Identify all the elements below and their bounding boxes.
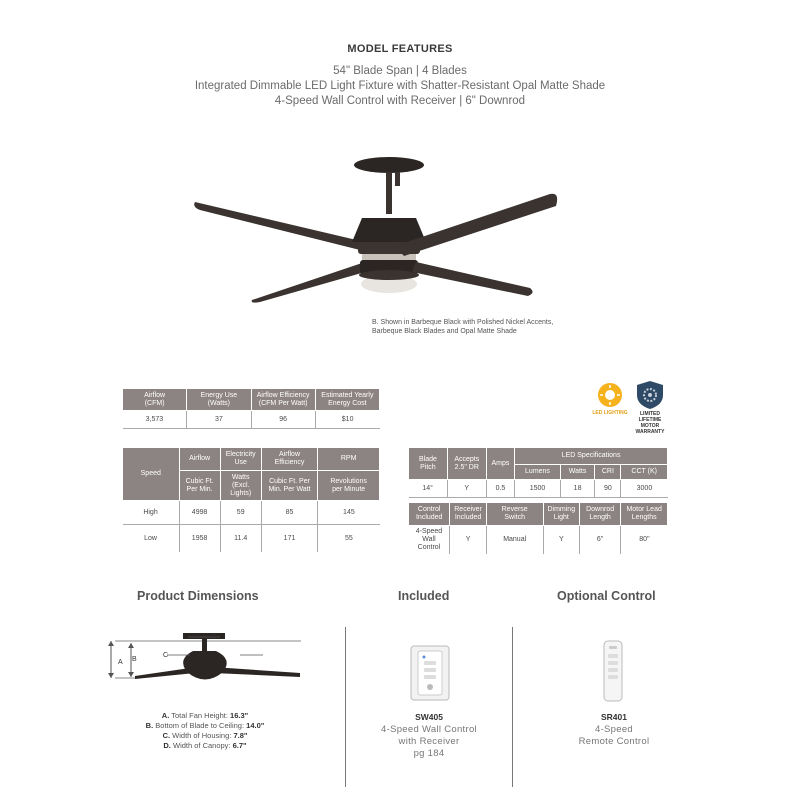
spec-cell: Y (447, 480, 486, 498)
header-downrod-length: Downrod Length (579, 503, 620, 526)
warranty-shield-icon (636, 380, 664, 410)
optional-desc-line: 4-Speed (594, 724, 634, 735)
column-divider (345, 627, 346, 787)
dim-key: C. (162, 731, 171, 740)
subheader-lumens: Lumens (515, 465, 561, 480)
table-row (409, 480, 668, 498)
header-amps: Amps (486, 448, 514, 480)
included-desc-line: pg 184 (413, 748, 445, 759)
speed-cell: 59 (220, 501, 261, 525)
subheader-watts: Watts (560, 465, 595, 480)
header-led-specifications: LED Specifications (515, 448, 668, 465)
control-cell: Manual (486, 526, 543, 554)
included-desc-line: 4-Speed Wall Control (381, 724, 477, 735)
header-yearly-cost (315, 389, 379, 411)
dimension-item-c (100, 731, 310, 741)
subheader-revolutions: Revolutions per Minute (318, 471, 380, 501)
feature-line-3: 4-Speed Wall Control with Receiver | 6" Downrod (274, 95, 526, 107)
label-a: A (118, 659, 123, 666)
header-dimming-light: Dimming Light (543, 503, 579, 526)
dim-value: 16.3" (230, 711, 249, 720)
subheader-cct: CCT (K) (621, 465, 668, 480)
header-control-included: Control Included (409, 503, 450, 526)
warranty-line: WARRANTY (635, 429, 665, 435)
speed-cell: 85 (261, 501, 318, 525)
speed-cell: 11.4 (220, 525, 261, 552)
header-reverse-switch: Reverse Switch (486, 503, 543, 526)
spec-cell: 3000 (621, 480, 668, 498)
header-speed: Speed (123, 448, 180, 501)
cell-text: Airflow (CFM) (144, 391, 166, 407)
spec-cell: 1500 (515, 480, 561, 498)
spec-cell: 18 (560, 480, 595, 498)
dim-key: A. (161, 711, 170, 720)
summary-cell: 3,573 (123, 411, 187, 429)
warranty-label (628, 411, 672, 435)
header-airflow-cfm (123, 389, 187, 411)
dimension-item-b (100, 721, 310, 731)
dimension-item-a (100, 711, 310, 721)
summary-cell: 37 (187, 411, 251, 429)
speed-cell: 1958 (179, 525, 220, 552)
dim-label: Width of Housing: (172, 731, 232, 740)
led-lighting-icon (597, 382, 623, 408)
included-description (348, 724, 510, 760)
image-caption (372, 318, 553, 336)
header-rpm: RPM (318, 448, 380, 471)
cell-text: Energy Use (Watts) (200, 391, 238, 407)
dim-value: 7.8" (233, 731, 248, 740)
optional-desc-line: Remote Control (578, 736, 650, 747)
control-cell: 4-Speed Wall Control (409, 526, 450, 554)
energy-summary-table (122, 388, 380, 429)
section-product-dimensions: Product Dimensions (137, 589, 259, 603)
speed-cell: Low (123, 525, 180, 552)
caption-line-1: B. Shown in Barbeque Black with Polished Nickel Accents, (372, 319, 554, 326)
optional-model: SR401 (601, 712, 627, 722)
dimension-item-d (100, 741, 310, 751)
header-airflow: Airflow (179, 448, 220, 471)
warranty-line: LIFETIME (638, 417, 662, 423)
feature-line-1: 54" Blade Span | 4 Blades (333, 65, 467, 77)
speed-cell: 55 (344, 534, 353, 542)
spec-cell: 14° (409, 480, 448, 498)
header-receiver-included: Receiver Included (450, 503, 486, 526)
speed-cell: 4998 (179, 501, 220, 525)
warranty-line: LIMITED (640, 411, 660, 417)
dim-label: Bottom of Blade to Ceiling: (155, 721, 245, 730)
summary-cell: 96 (251, 411, 315, 429)
dim-label: Width of Canopy: (172, 741, 231, 750)
table-row (123, 501, 380, 525)
speed-cell: 171 (261, 525, 318, 552)
control-spec-table (408, 502, 668, 554)
control-cell: 80" (639, 536, 650, 544)
page-title: MODEL FEATURES (347, 43, 453, 55)
header-motor-lead: Motor Lead Lengths (621, 503, 668, 526)
header-blade-pitch: Blade Pitch (409, 448, 448, 480)
caption-line-2: Barbeque Black Blades and Opal Matte Shade (372, 328, 517, 335)
speed-cell: 145 (318, 501, 380, 525)
optional-description (534, 724, 694, 748)
led-spec-table (408, 447, 668, 498)
control-cell: Y (543, 526, 579, 554)
feature-line-2: Integrated Dimmable LED Light Fixture with Shatter-Resistant Opal Matte Shade (194, 80, 606, 92)
remote-control-image (602, 640, 624, 702)
section-included: Included (398, 589, 450, 603)
subheader-cfm-per-watt: Cubic Ft. Per Min. Per Watt (261, 471, 318, 501)
included-model: SW405 (415, 712, 443, 722)
warranty-line: MOTOR (640, 423, 660, 429)
ceiling-fan-image (190, 150, 570, 305)
cell-text: Estimated Yearly Energy Cost (321, 391, 374, 407)
dim-value: 14.0" (246, 721, 265, 730)
dim-value: 6.7" (232, 741, 247, 750)
cell-text: Airflow Efficiency (CFM Per Watt) (256, 391, 310, 407)
section-optional-control: Optional Control (557, 589, 656, 603)
header-energy-use (187, 389, 251, 411)
table-row (123, 525, 380, 552)
label-d: D (212, 634, 218, 641)
speed-performance-table (122, 447, 380, 552)
summary-cell: $10 (315, 411, 379, 429)
dimension-list (100, 711, 310, 751)
label-b: B (132, 656, 137, 663)
header-efficiency: Airflow Efficiency (261, 448, 318, 471)
column-divider (512, 627, 513, 787)
wall-control-image (410, 645, 450, 701)
subheader-cfm: Cubic Ft. Per Min. (179, 471, 220, 501)
subheader-watts: Watts (Excl. Lights) (220, 471, 261, 501)
spec-cell: 90 (595, 480, 621, 498)
label-c: C (163, 652, 169, 659)
header-electricity: Electricity Use (220, 448, 261, 471)
dim-key: D. (163, 741, 171, 750)
dim-label: Total Fan Height: (171, 711, 228, 720)
control-cell: Y (450, 526, 486, 554)
header-accepts-downrod: Accepts 2.5" DR (447, 448, 486, 480)
dimension-diagram (105, 627, 305, 687)
subheader-cri: CRI (595, 465, 621, 480)
header-airflow-efficiency (251, 389, 315, 411)
table-row (409, 526, 668, 554)
speed-cell: High (123, 501, 180, 525)
control-cell: 6" (579, 526, 620, 554)
led-lighting-label: LED LIGHTING (592, 410, 628, 416)
spec-cell: 0.5 (486, 480, 514, 498)
included-desc-line: with Receiver (398, 736, 460, 747)
dim-key: B. (145, 721, 154, 730)
